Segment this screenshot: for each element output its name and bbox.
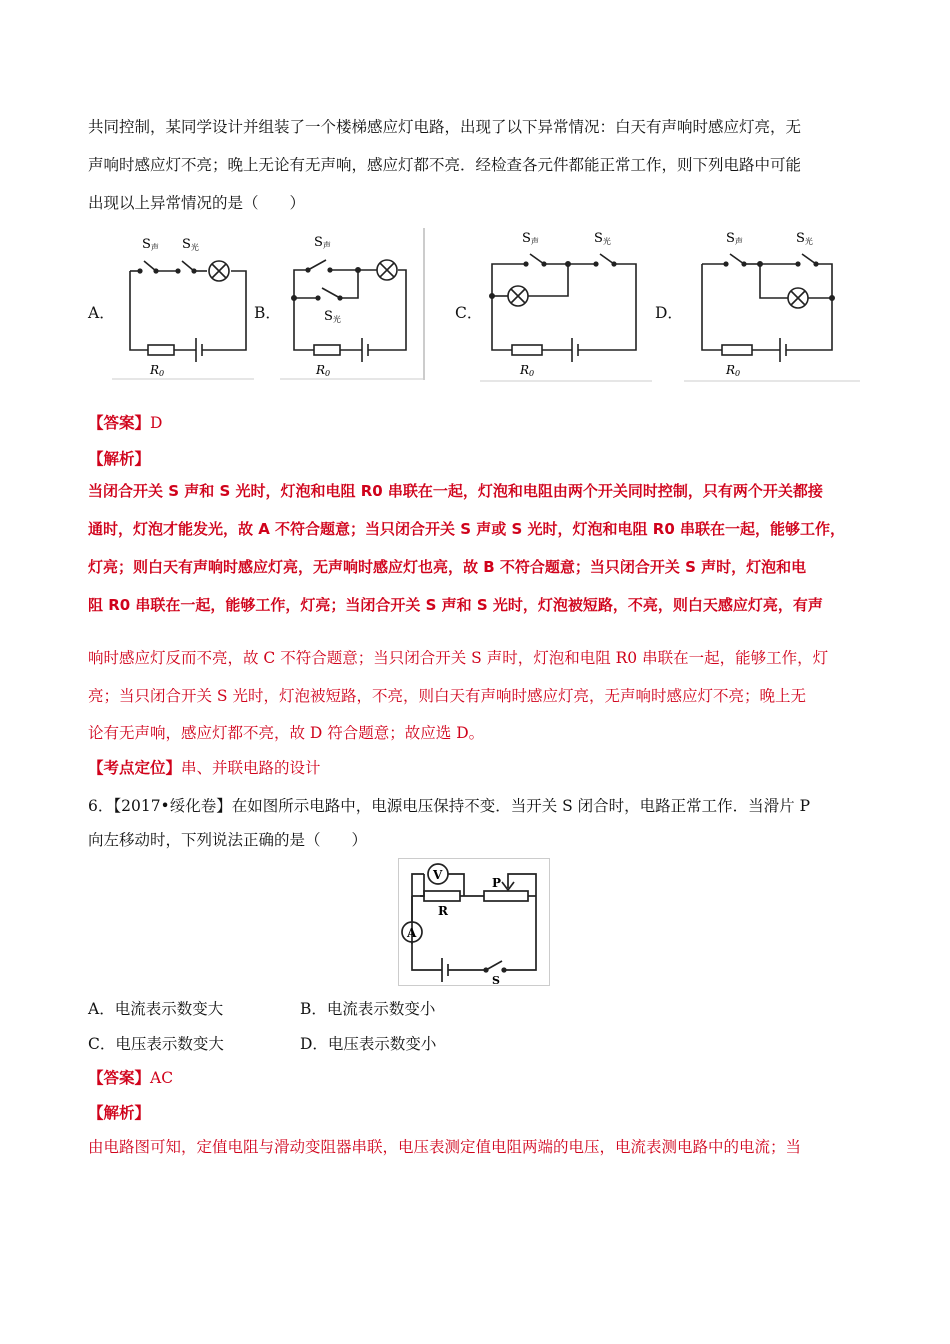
circuit-diagram-d (684, 226, 860, 382)
circuit-diagram-c (480, 226, 652, 382)
a-switch-light-label: S光 (182, 237, 199, 252)
q6-slider-label: P (492, 876, 502, 890)
q6-option-c: C．电压表示数变大 (88, 1035, 224, 1053)
d-switch-light-label: S光 (796, 231, 813, 246)
q5-kaodian-tag: 【考点定位】 (88, 758, 182, 777)
q6-answer-value: AC (150, 1069, 174, 1087)
q6-switch-label: S (492, 974, 500, 987)
d-switch-sound-label: S声 (726, 231, 743, 246)
b-resistor-label: R0 (316, 363, 331, 378)
q6-ammeter-label: A (407, 926, 417, 940)
q5-analysis-line-1: 当闭合开关 S 声和 S 光时，灯泡和电阻 R0 串联在一起，灯泡和电阻由两个开关同时控制，只有两个开关都接 (88, 482, 823, 500)
d-resistor-label: R0 (726, 363, 741, 378)
q5-analysis-line-7: 论有无声响，感应灯都不亮，故 D 符合题意；故应选 D。 (88, 724, 485, 742)
q6-option-a: A．电流表示数变大 (88, 1000, 224, 1018)
q5-option-d-label: D． (655, 304, 683, 322)
q5-answer-tag: 【答案】 (88, 413, 151, 432)
c-resistor-label: R0 (520, 363, 535, 378)
q5-kaodian (88, 758, 321, 778)
q5-stem-line-3: 出现以上异常情况的是（ ） (88, 194, 306, 212)
q6-circuit-diagram (398, 858, 550, 988)
q6-resistor-label: R (438, 904, 448, 918)
q5-option-b-label: B． (254, 304, 281, 322)
b-switch-light-label: S光 (324, 309, 341, 324)
q5-analysis-line-2: 通时，灯泡才能发光，故 A 不符合题意；当只闭合开关 S 声或 S 光时，灯泡和电阻 R0 串联在一起，能够工作， (88, 520, 845, 538)
q5-analysis-line-5: 响时感应灯反而不亮，故 C 不符合题意；当只闭合开关 S 声时，灯泡和电阻 R0 串联在一起，能够工作，灯 (88, 649, 829, 667)
b-switch-sound-label: S声 (314, 235, 331, 250)
a-switch-sound-label: S声 (142, 237, 159, 252)
q5-kaodian-value: 串、并联电路的设计 (181, 759, 321, 777)
q5-analysis-line-4: 阻 R0 串联在一起，能够工作，灯亮；当闭合开关 S 声和 S 光时，灯泡被短路，不亮，则白天感应灯亮，有声 (88, 596, 823, 614)
q5-analysis-line-6: 亮；当只闭合开关 S 光时，灯泡被短路，不亮，则白天有声响时感应灯亮，无声响时感应灯不亮；晚上无 (88, 687, 806, 705)
q6-analysis-tag: 【解析】 (88, 1103, 151, 1122)
q5-stem-line-1: 共同控制，某同学设计并组装了一个楼梯感应灯电路，出现了以下异常情况：白天有声响时感应灯亮，无 (88, 118, 802, 136)
q6-voltmeter-label: V (433, 868, 443, 882)
q5-option-c-label: C． (455, 304, 483, 322)
q6-stem-line-1: 6．【2017•绥化卷】在如图所示电路中，电源电压保持不变．当开关 S 闭合时，电路正常工作．当滑片 P (88, 797, 811, 815)
q5-stem-line-2: 声响时感应灯不亮；晚上无论有无声响，感应灯都不亮．经检查各元件都能正常工作，则下列电路中可能 (88, 156, 802, 174)
q6-analysis-line-1: 由电路图可知，定值电阻与滑动变阻器串联，电压表测定值电阻两端的电压，电流表测电路中的电流；当 (88, 1138, 802, 1156)
a-resistor-label: R0 (150, 363, 165, 378)
q5-answer (88, 413, 162, 433)
q5-option-a-label: A． (88, 304, 115, 322)
q5-analysis-line-3: 灯亮；则白天有声响时感应灯亮，无声响时感应灯也亮，故 B 不符合题意；当只闭合开关 S 声时，灯泡和电 (88, 558, 807, 576)
q5-answer-value: D (150, 414, 163, 432)
c-switch-light-label: S光 (594, 231, 611, 246)
q5-analysis-tag: 【解析】 (88, 449, 151, 468)
q6-answer-tag: 【答案】 (88, 1068, 151, 1087)
circuit-diagram-b (280, 228, 425, 380)
q6-stem-line-2: 向左移动时，下列说法正确的是（ ） (88, 831, 368, 849)
q6-option-b: B．电流表示数变小 (300, 1000, 436, 1018)
c-switch-sound-label: S声 (522, 231, 539, 246)
q6-answer (88, 1068, 173, 1088)
circuit-diagram-a (112, 228, 254, 380)
q6-option-d: D．电压表示数变小 (300, 1035, 437, 1053)
